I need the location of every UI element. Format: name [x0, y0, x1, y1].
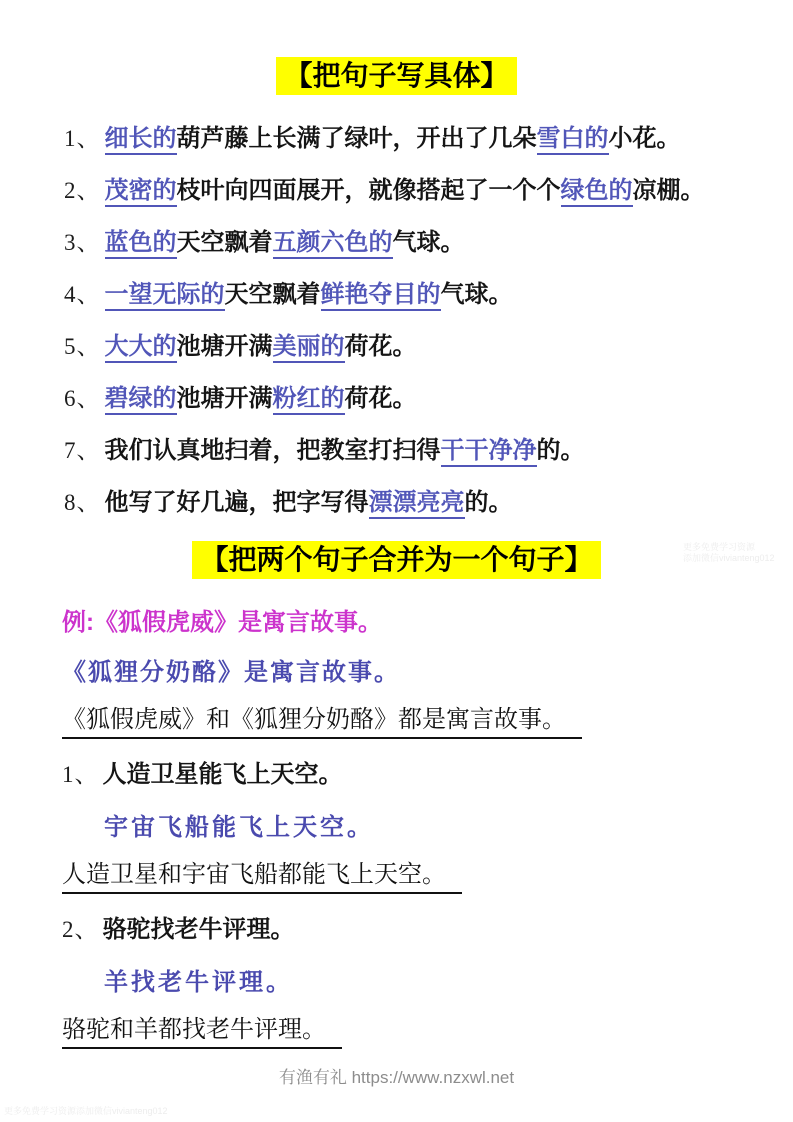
section1-list — [64, 125, 763, 517]
highlighted-word: 绿色的 — [561, 178, 633, 207]
item-text: 气球。 — [392, 229, 465, 256]
example-sentence-2: 《狐狸分奶酪》是寓言故事。 — [62, 660, 400, 686]
item-number: 3、 — [64, 230, 101, 255]
item-text: 的。 — [536, 437, 585, 464]
highlighted-word: 雪白的 — [537, 126, 609, 155]
item-number: 1、 — [62, 762, 99, 787]
item-number: 2、 — [62, 917, 99, 942]
item-text: 荷花。 — [344, 385, 417, 412]
item-text: 凉棚。 — [632, 177, 705, 204]
item-number: 2、 — [64, 178, 101, 203]
section2-body — [62, 609, 763, 1049]
problem-text: 骆驼找老牛评理。 — [102, 916, 295, 943]
highlighted-word: 大大的 — [105, 334, 177, 363]
section2-title: 【把两个句子合并为一个句子】 — [192, 541, 600, 579]
item-text: 天空飘着 — [176, 229, 273, 256]
item-number: 6、 — [64, 386, 101, 411]
item-number: 1、 — [64, 126, 101, 151]
item-text: 气球。 — [440, 281, 513, 308]
item-text: 小花。 — [608, 125, 681, 152]
highlighted-word: 一望无际的 — [105, 282, 225, 311]
highlighted-word: 粉红的 — [273, 386, 345, 415]
highlighted-word: 蓝色的 — [105, 230, 177, 259]
example-answer: 《狐假虎威》和《狐狸分奶酪》都是寓言故事。 — [62, 706, 582, 739]
item-text: 葫芦藤上长满了绿叶，开出了几朵 — [176, 125, 537, 152]
item-text: 池塘开满 — [176, 385, 273, 412]
item-text: 天空飘着 — [224, 281, 321, 308]
item-text: 池塘开满 — [176, 333, 273, 360]
section1-title: 【把句子写具体】 — [276, 57, 516, 95]
example-sentence-1: 例:《狐假虎威》是寓言故事。 — [62, 609, 382, 636]
sentence-item-3 — [64, 229, 763, 257]
sentence-item-8 — [64, 489, 763, 517]
item-number: 7、 — [64, 438, 101, 463]
watermark-line: 更多免费学习资源 — [683, 542, 756, 552]
watermark: 更多免费学习资源添加微信vivianteng012 — [4, 1106, 168, 1116]
highlighted-word: 干干净净 — [441, 438, 537, 467]
section1-title-row — [0, 0, 793, 95]
highlighted-word: 美丽的 — [273, 334, 345, 363]
problem-1-first — [62, 761, 763, 789]
item-text: 我们认真地扫着，把教室打扫得 — [104, 437, 441, 464]
sentence-item-4 — [64, 281, 763, 309]
sentence-item-6 — [64, 385, 763, 413]
highlighted-word: 茂密的 — [105, 178, 177, 207]
problem-1-second: 宇宙飞船能飞上天空。 — [104, 815, 374, 841]
highlighted-word: 鲜艳夺目的 — [321, 282, 441, 311]
highlighted-word: 碧绿的 — [105, 386, 177, 415]
watermark-line: 添加微信vivianteng012 — [683, 553, 775, 563]
watermark — [683, 542, 785, 564]
highlighted-word: 细长的 — [105, 126, 177, 155]
item-number: 8、 — [64, 490, 101, 515]
problem-text: 人造卫星能飞上天空。 — [102, 761, 343, 788]
item-number: 5、 — [64, 334, 101, 359]
problem-2-second: 羊找老牛评理。 — [104, 970, 293, 996]
highlighted-word: 漂漂亮亮 — [369, 490, 465, 519]
highlighted-word: 五颜六色的 — [273, 230, 393, 259]
sentence-item-7 — [64, 437, 763, 465]
item-text: 荷花。 — [344, 333, 417, 360]
problem-2-answer: 骆驼和羊都找老牛评理。 — [62, 1016, 342, 1049]
sentence-item-2 — [64, 177, 763, 205]
footer-site-text: 有渔有礼 https://www.nzxwl.net — [278, 1068, 515, 1087]
item-text: 他写了好几遍，把字写得 — [104, 489, 369, 516]
item-text: 的。 — [464, 489, 513, 516]
item-number: 4、 — [64, 282, 101, 307]
sentence-item-5 — [64, 333, 763, 361]
section2-title-row — [0, 541, 793, 579]
problem-2-first — [62, 916, 763, 944]
sentence-item-1 — [64, 125, 763, 153]
problem-1-answer: 人造卫星和宇宙飞船都能飞上天空。 — [62, 861, 462, 894]
item-text: 枝叶向四面展开，就像搭起了一个个 — [176, 177, 561, 204]
